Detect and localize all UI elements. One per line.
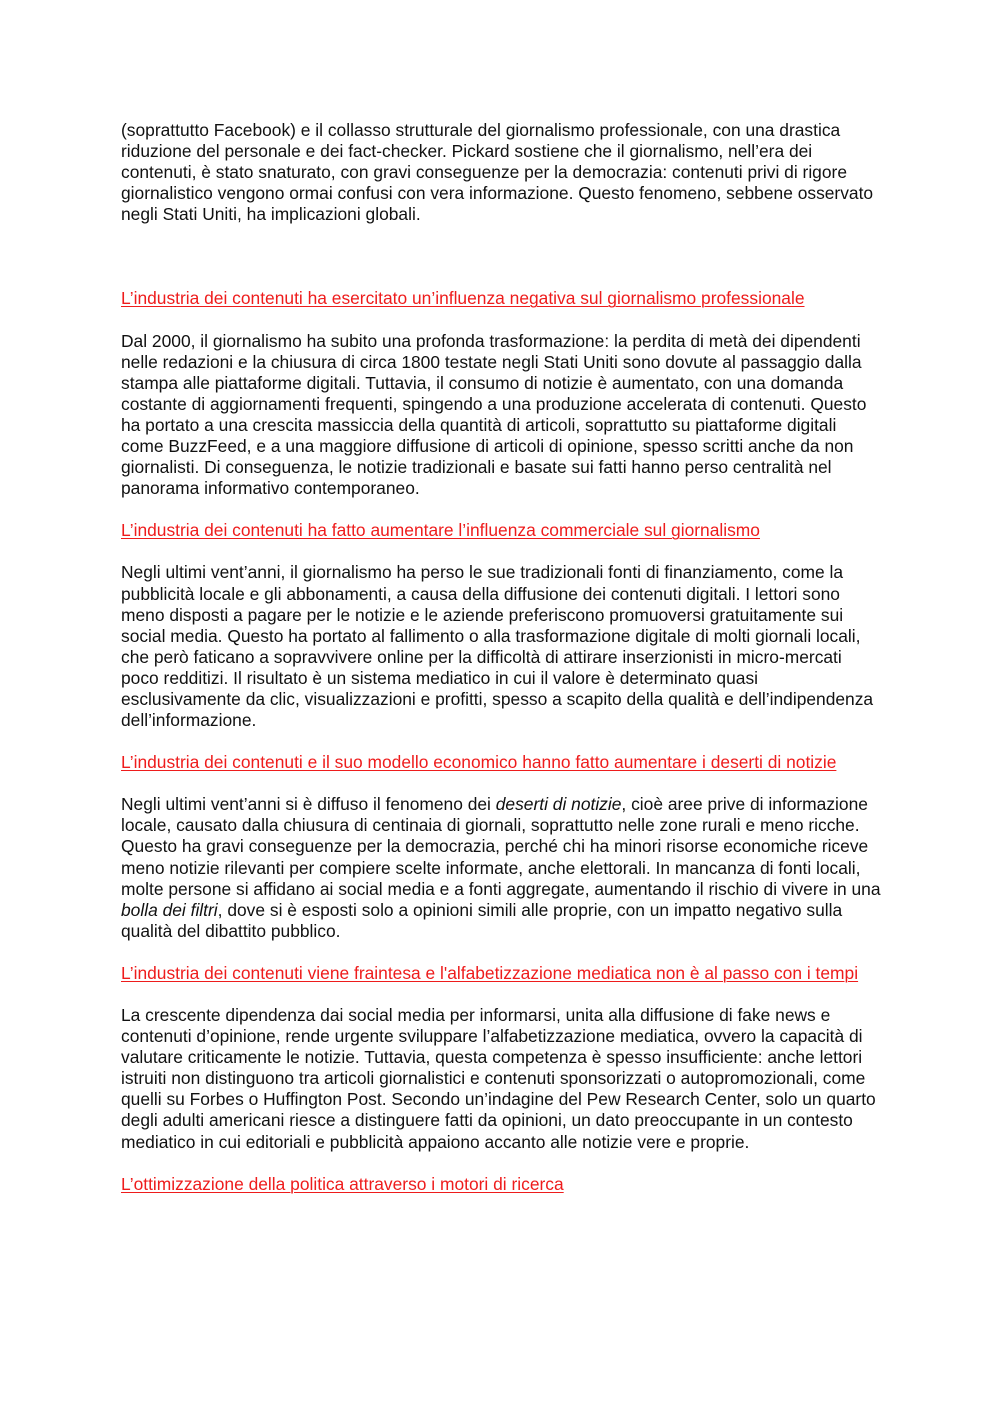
intro-paragraph: (soprattutto Facebook) e il collasso strutturale del giornalismo professionale, con una drastica riduzione del personale e dei fact-checker. Pickard sostiene che il giornalismo, nell’era dei contenuti, è stato snaturato, con gravi conseguenze per la democrazia: contenuti privi di rigore giornalistico vengono ormai confusi con vera informazione. Questo fenomeno, sebbene osservato negli Stati Uniti, ha implicazioni globali. (121, 120, 874, 225)
section-heading-5[interactable]: L’ottimizzazione della politica attraverso i motori di ricerca (121, 1173, 564, 1194)
body-text-part: , dove si è esposti solo a opinioni simili alle proprie, con un impatto negativo sulla qualità del dibattito pubblico. (121, 899, 843, 941)
emphasis-deserti: deserti di notizie (495, 794, 622, 815)
body-text-part: , cioè aree prive di informazione locale, causato dalla chiusura di centinaia di giornali, soprattutto nelle zone rurali e meno ricche. Questo ha gravi conseguenze per la democrazia, perché chi ha minori risorse economiche riceve meno notizie rilevanti per compiere scelte informate, anche elettorali. In mancanza di fonti locali, molte persone si affidano ai social media e a fonti aggregate, aumentando il rischio di vivere in una (121, 794, 881, 899)
emphasis-bolla: bolla dei filtri (121, 899, 218, 920)
section-body-1: Dal 2000, il giornalismo ha subito una profonda trasformazione: la perdita di metà dei dipendenti nelle redazioni e la chiusura di circa 1800 testate negli Stati Uniti sono dovute al passaggio dalla stampa alle piattaforme digitali. Tuttavia, il consumo di notizie è aumentato, con una domanda costante di aggiornamenti frequenti, spingendo a una produzione accelerata di contenuti. Questo ha portato a una crescita massiccia della quantità di articoli, soprattutto su piattaforme digitali come BuzzFeed, e a una maggiore diffusione di articoli di opinione, spesso scritti anche da non giornalisti. Di conseguenza, le notizie tradizionali e basate sui fatti hanno perso centralità nel panorama informativo contemporaneo. (121, 330, 867, 499)
section-heading-2[interactable]: L’industria dei contenuti ha fatto aumentare l’influenza commerciale sul giornalismo (121, 520, 760, 541)
section-body-4: La crescente dipendenza dai social media per informarsi, unita alla diffusione di fake news e contenuti d’opinione, rende urgente sviluppare l’alfabetizzazione mediatica, ovvero la capacità di valutare criticamente le notizie. Tuttavia, questa competenza è spesso insufficiente: anche lettori istruiti non distinguono tra articoli giornalistici e contenuti sponsorizzati o autopromozionali, come quelli su Forbes o Huffington Post. Secondo un’indagine del Pew Research Center, solo un quarto degli adulti americani riesce a distinguere fatti da opinioni, un dato preoccupante in un contesto mediatico in cui editoriali e pubblicità appaiono accanto alle notizie vere e proprie. (121, 1005, 876, 1152)
body-text-part: Negli ultimi vent’anni si è diffuso il fenomeno dei (121, 794, 496, 815)
section-heading-4[interactable]: L’industria dei contenuti viene fraintesa e l'alfabetizzazione mediatica non è al passo con i tempi (121, 962, 859, 983)
section-body-2: Negli ultimi vent’anni, il giornalismo ha perso le sue tradizionali fonti di finanziamento, come la pubblicità locale e gli abbonamenti, a causa della diffusione dei contenuti digitali. I lettori sono meno disposti a pagare per le notizie e le aziende preferiscono promuoversi gratuitamente sui social media. Questo ha portato al fallimento o alla trasformazione digitale di molti giornali locali, che però faticano a sopravvivere online per la difficoltà di attirare inserzionisti in micro-mercati poco redditizi. Il risultato è un sistema mediatico in cui il valore è determinato quasi esclusivamente da clic, visualizzazioni e profitti, spesso a scapito della qualità e dell’indipendenza dell’informazione. (121, 562, 874, 731)
section-body-3 (121, 794, 881, 942)
document-page (121, 120, 881, 1195)
section-heading-1[interactable]: L’industria dei contenuti ha esercitato un’influenza negativa sul giornalismo professionale (121, 288, 805, 309)
section-heading-3[interactable]: L’industria dei contenuti e il suo modello economico hanno fatto aumentare i deserti di notizie (121, 752, 837, 773)
